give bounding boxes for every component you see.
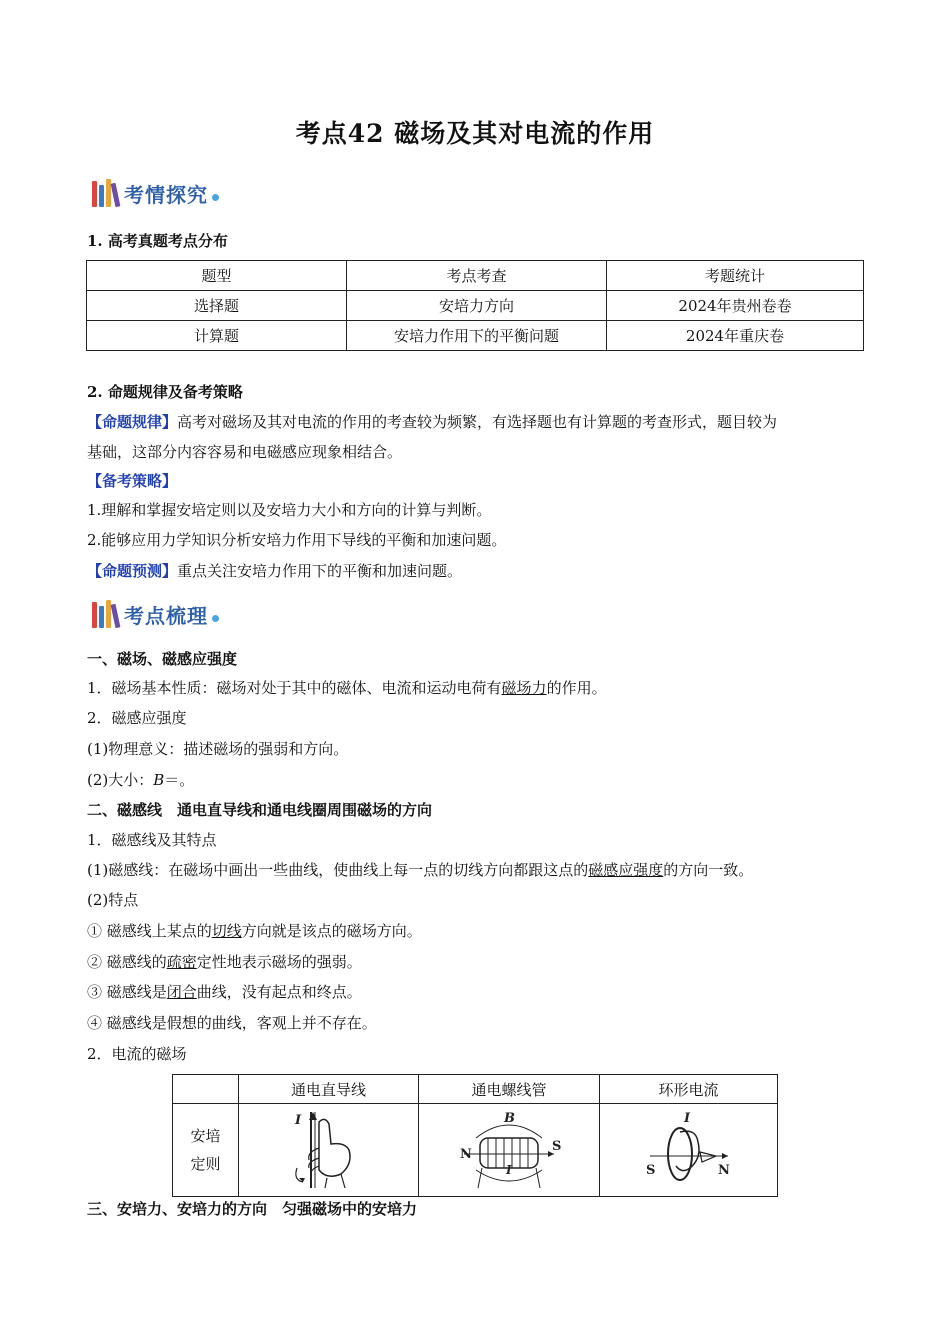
- books-icon: [92, 600, 118, 628]
- row-label-line: 安培: [190, 1127, 221, 1145]
- strategy-label: 【备考策略】: [87, 472, 178, 490]
- table-header: 通电直导线: [239, 1075, 419, 1104]
- text-span: 的方向一致。: [663, 861, 754, 879]
- paragraph: [87, 673, 865, 703]
- table-cell: 安培力方向: [347, 291, 607, 321]
- current-magnetic-field-table: [172, 1074, 778, 1197]
- solenoid-right-hand-figure: [454, 1108, 564, 1192]
- dot-icon: [212, 615, 219, 622]
- section-banner-exam-analysis: [92, 176, 219, 210]
- banner-title: 考情探究: [124, 182, 208, 207]
- table-header: [173, 1075, 239, 1104]
- table-cell: 2024年重庆卷: [607, 321, 864, 351]
- predict-paragraph: [87, 556, 865, 586]
- page-title: 考点42 磁场及其对电流的作用: [295, 119, 655, 148]
- rule-text-line2: 基础，这部分内容容易和电磁感应现象相结合。: [87, 443, 403, 461]
- underlined-term: 切线: [211, 922, 242, 940]
- section-heading: 二、磁感线 通电直导线和通电线圈周围磁场的方向: [87, 801, 433, 819]
- text-span: ① 磁感线上某点的: [87, 922, 212, 940]
- exam-distribution-table: [86, 260, 864, 351]
- text-span: ③ 磁感线是: [87, 983, 167, 1001]
- table-header: 环形电流: [600, 1075, 778, 1104]
- predict-label: 【命题预测】: [87, 562, 178, 580]
- dot-icon: [212, 194, 219, 201]
- strategy-item: 1.理解和掌握安培定则以及安培力大小和方向的计算与判断。: [87, 501, 492, 519]
- paragraph: [87, 977, 865, 1007]
- strategy-item: 2.能够应用力学知识分析安培力作用下导线的平衡和加速问题。: [87, 531, 507, 549]
- south-label: S: [552, 1139, 562, 1154]
- field-label: B: [504, 1111, 515, 1126]
- paragraph: (2)特点: [87, 891, 139, 909]
- figure-cell: [239, 1104, 419, 1197]
- text-span: 定性地表示磁场的强弱。: [196, 953, 362, 971]
- underlined-term: 疏密: [166, 953, 197, 971]
- table-header: 考点考查: [347, 261, 607, 291]
- paragraph: [87, 765, 865, 795]
- underlined-term: 磁感应强度: [588, 861, 664, 879]
- paragraph: ④ 磁感线是假想的曲线，客观上并不存在。: [87, 1014, 377, 1032]
- text-span: 曲线，没有起点和终点。: [196, 983, 362, 1001]
- north-label: N: [717, 1163, 730, 1178]
- table-header: 通电螺线管: [419, 1075, 600, 1104]
- paragraph: 1．磁感线及其特点: [87, 831, 217, 849]
- banner-title: 考点梳理: [124, 603, 208, 628]
- books-icon: [92, 179, 118, 207]
- paragraph: 2．电流的磁场: [87, 1045, 187, 1063]
- paragraph: [87, 947, 865, 977]
- rule-text: 高考对磁场及其对电流的作用的考查较为频繁，有选择题也有计算题的考查形式，题目较为: [177, 413, 778, 431]
- s2-heading: 2. 命题规律及备考策略: [87, 383, 243, 401]
- table-cell: 计算题: [87, 321, 347, 351]
- table-cell: 安培力作用下的平衡问题: [347, 321, 607, 351]
- ring-current-right-hand-figure: [644, 1108, 734, 1192]
- straight-wire-right-hand-figure: [289, 1108, 369, 1192]
- current-label: I: [294, 1113, 301, 1128]
- underlined-term: 闭合: [166, 983, 197, 1001]
- section-banner-key-points: [92, 597, 219, 631]
- text-span: ② 磁感线的: [87, 953, 167, 971]
- text-span: (1)磁感线：在磁场中画出一些曲线，使曲线上每一点的切线方向都跟这点的: [87, 861, 589, 879]
- current-label: I: [683, 1111, 690, 1126]
- figure-cell: [419, 1104, 600, 1197]
- text-span: ＝。: [164, 771, 195, 789]
- predict-text: 重点关注安培力作用下的平衡和加速问题。: [177, 562, 463, 580]
- current-label: I: [506, 1163, 512, 1177]
- row-label-line: 定则: [190, 1155, 221, 1173]
- text-span: 1．磁场基本性质：磁场对处于其中的磁体、电流和运动电荷有: [87, 679, 502, 697]
- section-heading: 一、磁场、磁感应强度: [87, 650, 238, 668]
- rule-paragraph: [87, 407, 865, 437]
- paragraph: [87, 916, 865, 946]
- table-cell: 选择题: [87, 291, 347, 321]
- paragraph: [87, 855, 865, 885]
- north-label: N: [460, 1147, 472, 1162]
- symbol-b: B: [153, 771, 165, 789]
- underlined-term: 磁场力: [501, 679, 547, 697]
- text-span: 的作用。: [546, 679, 607, 697]
- rule-label: 【命题规律】: [87, 413, 178, 431]
- figure-cell: [600, 1104, 778, 1197]
- text-span: (2)大小：: [87, 771, 154, 789]
- row-label: [173, 1104, 239, 1197]
- table-cell: 2024年贵州卷卷: [607, 291, 864, 321]
- s1-heading: 1. 高考真题考点分布: [87, 232, 228, 250]
- south-label: S: [645, 1163, 655, 1178]
- section-heading: 三、安培力、安培力的方向 匀强磁场中的安培力: [87, 1200, 418, 1218]
- table-header: 考题统计: [607, 261, 864, 291]
- text-span: 方向就是该点的磁场方向。: [241, 922, 422, 940]
- table-header: 题型: [87, 261, 347, 291]
- paragraph: 2．磁感应强度: [87, 709, 187, 727]
- paragraph: (1)物理意义：描述磁场的强弱和方向。: [87, 740, 349, 758]
